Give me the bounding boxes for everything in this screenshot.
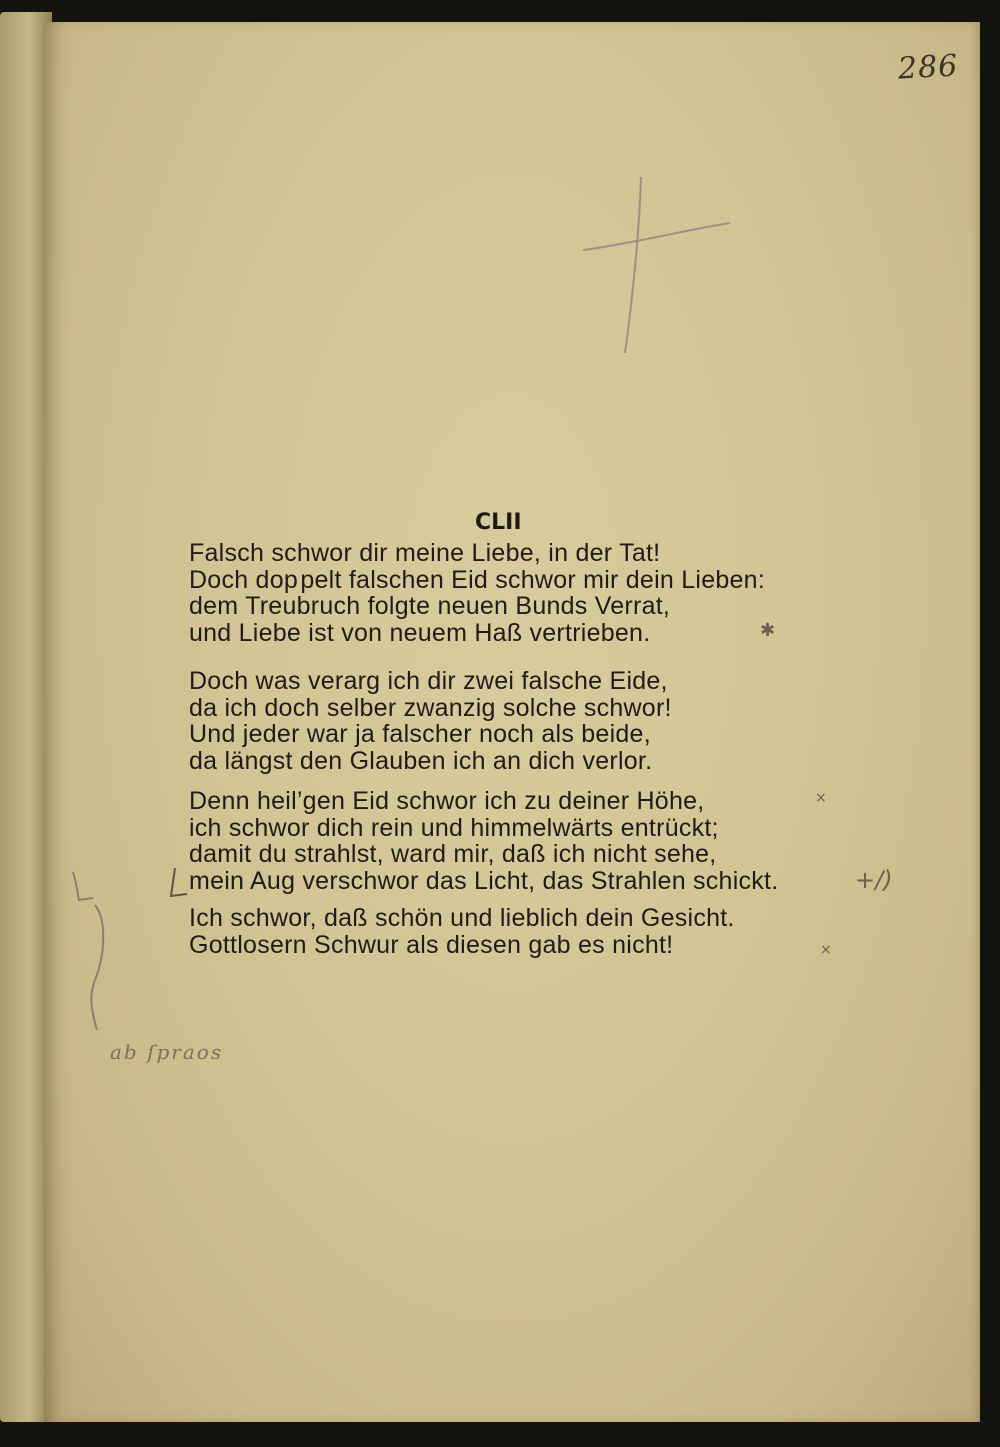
cross-mark: × <box>815 790 827 806</box>
stanza-2 <box>189 668 672 774</box>
verse-line: damit du strahlst, ward mir, daß ich nicht sehe, <box>189 840 717 868</box>
verse-line: Und jeder war ja falscher noch als beide, <box>189 720 651 748</box>
verse-line: Doch dop pelt falschen Eid schwor mir dein Lieben: <box>189 565 766 594</box>
verse-line: da längst den Glauben ich an dich verlor. <box>189 746 653 775</box>
pencil-bracket-marks <box>55 860 305 1040</box>
verse-line: und Liebe ist von neuem Haß vertrieben. <box>189 618 651 647</box>
verse-line: ich schwor dich rein und himmelwärts entrückt; <box>189 813 719 842</box>
cross-mark: × <box>820 942 832 958</box>
verse-line: Denn heil’gen Eid schwor ich zu deiner Höhe, <box>189 787 705 815</box>
handwritten-note: ab ſpraos <box>110 1040 224 1064</box>
star-mark: ✱ <box>760 620 776 641</box>
page-number: 286 <box>897 48 960 87</box>
stanza-1 <box>189 540 765 646</box>
pencil-cross-mark <box>575 175 735 355</box>
verse-line: Falsch schwor dir meine Liebe, in der Tat! <box>189 539 661 567</box>
poem-title: CLII <box>475 510 522 535</box>
verse-line: Doch was verarg ich dir zwei falsche Eide, <box>189 667 668 695</box>
margin-annotation: +/) <box>855 866 893 894</box>
verse-line: Gottlosern Schwur als diesen gab es nicht! <box>189 930 674 959</box>
verse-line: da ich doch selber zwanzig solche schwor! <box>189 693 672 722</box>
verse-line: dem Treubruch folgte neuen Bunds Verrat, <box>189 592 671 620</box>
verse-line: mein Aug verschwor das Licht, das Strahlen schickt. <box>189 866 779 895</box>
verse-line: Ich schwor, daß schön und lieblich dein Gesicht. <box>189 904 735 932</box>
